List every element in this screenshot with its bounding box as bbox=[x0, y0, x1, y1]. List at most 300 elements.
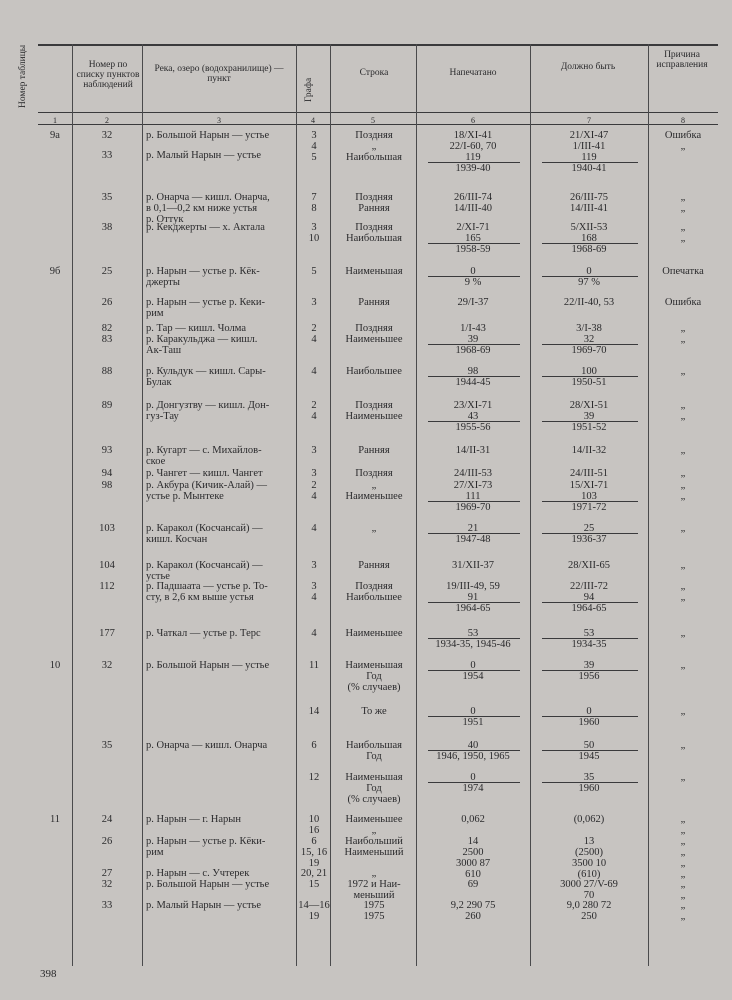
printed-cell: 9,2 290 75 bbox=[450, 900, 496, 911]
graph-cell: 2 bbox=[311, 400, 317, 411]
header-river: Река, озеро (водохранилище) — пункт bbox=[154, 64, 284, 84]
printed-cell: 3000 87 bbox=[455, 858, 491, 869]
column-number: 7 bbox=[587, 116, 591, 125]
river-point-cell: гуз-Тау bbox=[146, 411, 179, 422]
printed-cell: 2500 bbox=[462, 847, 484, 858]
row-cell: Наименьшее bbox=[345, 334, 403, 345]
river-point-cell: р. Акбура (Кичик-Алай) — bbox=[146, 480, 267, 491]
header-printed: Напечатано bbox=[449, 68, 497, 78]
should-be-cell: 9,0 280 72 bbox=[566, 900, 612, 911]
should-be-cell: 35 bbox=[583, 772, 595, 783]
column-number: 5 bbox=[371, 116, 375, 125]
table-number-cell: 10 bbox=[49, 660, 61, 671]
row-cell: Наименьшее bbox=[345, 628, 403, 639]
header-should-be: Должно быть bbox=[560, 62, 616, 72]
list-number-cell: 35 bbox=[101, 740, 113, 751]
list-number-cell: 177 bbox=[99, 628, 115, 639]
graph-cell: 2 bbox=[311, 480, 317, 491]
column-number: 3 bbox=[217, 116, 221, 125]
river-point-cell: кишл. Косчан bbox=[146, 534, 208, 545]
reason-cell: „ bbox=[680, 203, 686, 214]
table-number-cell: 9а bbox=[50, 130, 60, 141]
should-be-cell: 13 bbox=[583, 836, 595, 847]
reason-cell: „ bbox=[680, 323, 686, 334]
list-number-cell: 33 bbox=[101, 150, 113, 161]
river-point-cell: Ак-Таш bbox=[146, 345, 182, 356]
reason-cell: „ bbox=[680, 836, 686, 847]
printed-cell: 0 bbox=[470, 660, 476, 671]
printed-cell: 1947-48 bbox=[455, 534, 491, 545]
row-cell: Наибольшее bbox=[346, 366, 402, 377]
should-be-cell: 1945 bbox=[578, 751, 600, 762]
printed-cell: 1974 bbox=[462, 783, 484, 794]
reason-cell: „ bbox=[680, 847, 686, 858]
table-top-rule bbox=[38, 44, 718, 46]
reason-cell: „ bbox=[680, 560, 686, 571]
row-cell: 1975 bbox=[363, 911, 385, 922]
value-underline bbox=[542, 243, 638, 244]
river-point-cell: сту, в 2,6 км выше устья bbox=[146, 592, 254, 603]
header-list-number: Номер по списку пунктов наблюдений bbox=[76, 60, 140, 90]
printed-cell: 24/III-53 bbox=[454, 468, 492, 479]
reason-cell: „ bbox=[680, 911, 686, 922]
row-cell: Поздняя bbox=[355, 130, 393, 141]
row-cell: меньший bbox=[353, 890, 395, 901]
value-underline bbox=[542, 782, 638, 783]
value-underline bbox=[428, 376, 520, 377]
river-point-cell: р. Нарын — г. Нарын bbox=[146, 814, 241, 825]
graph-cell: 5 bbox=[311, 152, 317, 163]
printed-cell: 1968-69 bbox=[455, 345, 491, 356]
reason-cell: „ bbox=[680, 825, 686, 836]
printed-cell: 53 bbox=[467, 628, 479, 639]
list-number-cell: 82 bbox=[101, 323, 113, 334]
should-be-cell: 26/III-75 bbox=[570, 192, 608, 203]
river-point-cell: р. Кульдук — кишл. Сары- bbox=[146, 366, 266, 377]
should-be-cell: 1950-51 bbox=[571, 377, 607, 388]
reason-cell: „ bbox=[680, 222, 686, 233]
row-cell: Наименьшая bbox=[345, 772, 403, 783]
river-point-cell: р. Каракол (Косчансай) — bbox=[146, 523, 263, 534]
should-be-cell: 24/III-51 bbox=[570, 468, 608, 479]
reason-cell: „ bbox=[680, 869, 686, 880]
river-point-cell: р. Кекджерты — х. Актала bbox=[146, 222, 265, 233]
header-row-line: Строка bbox=[359, 68, 389, 78]
value-underline bbox=[428, 533, 520, 534]
reason-cell: „ bbox=[680, 480, 686, 491]
list-number-cell: 103 bbox=[99, 523, 115, 534]
river-point-cell: Булак bbox=[146, 377, 172, 388]
graph-cell: 11 bbox=[308, 660, 320, 671]
value-underline bbox=[542, 376, 638, 377]
header-bottom-rule bbox=[38, 112, 718, 113]
river-point-cell: р. Большой Нарын — устье bbox=[146, 660, 270, 671]
reason-cell: „ bbox=[680, 141, 686, 152]
printed-cell: 260 bbox=[465, 911, 481, 922]
list-number-cell: 93 bbox=[101, 445, 113, 456]
value-underline bbox=[542, 638, 638, 639]
row-cell: Наименьшее bbox=[345, 491, 403, 502]
row-cell: Поздняя bbox=[355, 468, 393, 479]
reason-cell: „ bbox=[680, 581, 686, 592]
graph-cell: 15 bbox=[308, 879, 320, 890]
row-cell: „ bbox=[371, 141, 377, 152]
should-be-cell: 1971-72 bbox=[571, 502, 607, 513]
row-cell: „ bbox=[371, 480, 377, 491]
graph-cell: 3 bbox=[311, 468, 317, 479]
value-underline bbox=[542, 344, 638, 345]
river-point-cell: устье р. Мынтеке bbox=[146, 491, 224, 502]
list-number-cell: 25 bbox=[101, 266, 113, 277]
value-underline bbox=[428, 602, 520, 603]
should-be-cell: 22/III-72 bbox=[570, 581, 608, 592]
should-be-cell: (610) bbox=[577, 869, 601, 880]
list-number-cell: 112 bbox=[99, 581, 115, 592]
graph-cell: 14—16 bbox=[298, 900, 330, 911]
list-number-cell: 35 bbox=[101, 192, 113, 203]
printed-cell: 1946, 1950, 1965 bbox=[436, 751, 510, 762]
value-underline bbox=[542, 421, 638, 422]
river-point-cell: р. Падшаата — устье р. То- bbox=[146, 581, 268, 592]
graph-cell: 6 bbox=[311, 740, 317, 751]
column-divider bbox=[416, 44, 417, 966]
river-point-cell: р. Чангет — кишл. Чангет bbox=[146, 468, 263, 479]
reason-cell: „ bbox=[680, 400, 686, 411]
value-underline bbox=[428, 782, 520, 783]
graph-cell: 8 bbox=[311, 203, 317, 214]
row-cell: Ранняя bbox=[358, 297, 390, 308]
reason-cell: „ bbox=[680, 468, 686, 479]
should-be-cell: 100 bbox=[581, 366, 597, 377]
reason-cell: „ bbox=[680, 740, 686, 751]
printed-cell: 69 bbox=[467, 879, 479, 890]
value-underline bbox=[542, 501, 638, 502]
reason-cell: „ bbox=[680, 411, 686, 422]
graph-cell: 19 bbox=[308, 858, 320, 869]
printed-cell: 14/II-31 bbox=[455, 445, 491, 456]
river-point-cell: рим bbox=[146, 847, 164, 858]
column-divider bbox=[296, 44, 297, 966]
river-point-cell: р. Онарча — кишл. Онарча, bbox=[146, 192, 270, 203]
should-be-cell: 14/II-32 bbox=[571, 445, 607, 456]
should-be-cell: 28/XI-51 bbox=[569, 400, 609, 411]
reason-cell: „ bbox=[680, 900, 686, 911]
reason-cell: „ bbox=[680, 334, 686, 345]
reason-cell: „ bbox=[680, 660, 686, 671]
value-underline bbox=[428, 162, 520, 163]
list-number-cell: 26 bbox=[101, 836, 113, 847]
should-be-cell: 119 bbox=[581, 152, 597, 163]
column-number: 1 bbox=[53, 116, 57, 125]
list-number-cell: 32 bbox=[101, 879, 113, 890]
list-number-cell: 104 bbox=[99, 560, 115, 571]
reason-cell: „ bbox=[680, 445, 686, 456]
printed-cell: 1934-35, 1945-46 bbox=[435, 639, 511, 650]
graph-cell: 5 bbox=[311, 266, 317, 277]
should-be-cell: 1/III-41 bbox=[572, 141, 606, 152]
reason-cell: „ bbox=[680, 890, 686, 901]
printed-cell: 1944-45 bbox=[455, 377, 491, 388]
reason-cell: Ошибка bbox=[664, 130, 702, 141]
graph-cell: 19 bbox=[308, 911, 320, 922]
printed-cell: 31/XII-37 bbox=[452, 560, 494, 571]
printed-cell: 23/XI-71 bbox=[453, 400, 493, 411]
should-be-cell: 53 bbox=[583, 628, 595, 639]
river-point-cell: р. Онарча — кишл. Онарча bbox=[146, 740, 268, 751]
row-cell: Поздняя bbox=[355, 581, 393, 592]
printed-cell: 165 bbox=[465, 233, 481, 244]
river-point-cell: ское bbox=[146, 456, 166, 467]
header-column-graph: Графа bbox=[304, 77, 314, 102]
should-be-cell: 50 bbox=[583, 740, 595, 751]
should-be-cell: 97 % bbox=[578, 277, 600, 288]
value-underline bbox=[428, 638, 520, 639]
river-point-cell: р. Нарын — с. Учтерек bbox=[146, 868, 250, 879]
value-underline bbox=[542, 670, 638, 671]
row-cell: Год bbox=[366, 671, 382, 682]
list-number-cell: 32 bbox=[101, 130, 113, 141]
graph-cell: 3 bbox=[311, 560, 317, 571]
should-be-cell: 1951-52 bbox=[571, 422, 607, 433]
row-cell: Ранняя bbox=[358, 203, 390, 214]
should-be-cell: 1964-65 bbox=[571, 603, 607, 614]
should-be-cell: 1969-70 bbox=[571, 345, 607, 356]
list-number-cell: 89 bbox=[101, 400, 113, 411]
row-cell: „ bbox=[371, 523, 377, 534]
river-point-cell: джерты bbox=[146, 277, 180, 288]
column-divider bbox=[648, 44, 649, 966]
graph-cell: 3 bbox=[311, 297, 317, 308]
graph-cell: 4 bbox=[311, 592, 317, 603]
value-underline bbox=[428, 716, 520, 717]
printed-cell: 22/I-60, 70 bbox=[449, 141, 497, 152]
graph-cell: 20, 21 bbox=[300, 868, 328, 879]
printed-cell: 14/III-40 bbox=[454, 203, 492, 214]
reason-cell: „ bbox=[680, 879, 686, 890]
printed-cell: 610 bbox=[465, 869, 481, 880]
should-be-cell: 3/I-38 bbox=[576, 323, 602, 334]
printed-cell: 119 bbox=[465, 152, 481, 163]
graph-cell: 16 bbox=[308, 825, 320, 836]
graph-cell: 4 bbox=[311, 523, 317, 534]
river-point-cell: р. Большой Нарын — устье bbox=[146, 879, 270, 890]
graph-cell: 10 bbox=[308, 814, 320, 825]
graph-cell: 2 bbox=[311, 323, 317, 334]
row-cell: Наименьшая bbox=[345, 660, 403, 671]
graph-cell: 4 bbox=[311, 491, 317, 502]
value-underline bbox=[542, 716, 638, 717]
value-underline bbox=[542, 276, 638, 277]
row-cell: 1972 и Наи- bbox=[347, 879, 401, 890]
printed-cell: 40 bbox=[467, 740, 479, 751]
row-cell: Наибольшая bbox=[346, 233, 402, 244]
printed-cell: 91 bbox=[467, 592, 479, 603]
row-cell: Наибольшая bbox=[346, 740, 402, 751]
printed-cell: 1955-56 bbox=[455, 422, 491, 433]
reason-cell: „ bbox=[680, 366, 686, 377]
graph-cell: 6 bbox=[311, 836, 317, 847]
should-be-cell: 1968-69 bbox=[571, 244, 607, 255]
printed-cell: 29/I-37 bbox=[457, 297, 489, 308]
graph-cell: 4 bbox=[311, 628, 317, 639]
graph-cell: 7 bbox=[311, 192, 317, 203]
graph-cell: 4 bbox=[311, 334, 317, 345]
river-point-cell: устье bbox=[146, 571, 170, 582]
graph-cell: 14 bbox=[308, 706, 320, 717]
graph-cell: 4 bbox=[311, 141, 317, 152]
row-cell: Наименьший bbox=[344, 847, 404, 858]
printed-cell: 43 bbox=[467, 411, 479, 422]
value-underline bbox=[428, 276, 520, 277]
should-be-cell: 1960 bbox=[578, 783, 600, 794]
reason-cell: „ bbox=[680, 233, 686, 244]
printed-cell: 98 bbox=[467, 366, 479, 377]
reason-cell: „ bbox=[680, 592, 686, 603]
should-be-cell: 1940-41 bbox=[571, 163, 607, 174]
should-be-cell: 1936-37 bbox=[571, 534, 607, 545]
row-cell: Наименьшая bbox=[345, 266, 403, 277]
should-be-cell: 32 bbox=[583, 334, 595, 345]
list-number-cell: 33 bbox=[101, 900, 113, 911]
list-number-cell: 26 bbox=[101, 297, 113, 308]
row-cell: Наименьшее bbox=[345, 814, 403, 825]
header-table-number: Номер таблицы bbox=[18, 44, 28, 108]
list-number-cell: 38 bbox=[101, 222, 113, 233]
row-cell: „ bbox=[371, 825, 377, 836]
should-be-cell: 1956 bbox=[578, 671, 600, 682]
reason-cell: „ bbox=[680, 814, 686, 825]
should-be-cell: (2500) bbox=[575, 847, 603, 858]
table-number-cell: 9б bbox=[49, 266, 61, 277]
graph-cell: 3 bbox=[311, 130, 317, 141]
column-divider bbox=[72, 44, 73, 966]
value-underline bbox=[428, 750, 520, 751]
row-cell: 1975 bbox=[363, 900, 385, 911]
printed-cell: 1939-40 bbox=[455, 163, 491, 174]
value-underline bbox=[542, 162, 638, 163]
printed-cell: 18/XI-41 bbox=[453, 130, 493, 141]
river-point-cell: р. Тар — кишл. Чолма bbox=[146, 323, 247, 334]
should-be-cell: 103 bbox=[581, 491, 597, 502]
printed-cell: 0 bbox=[470, 772, 476, 783]
row-cell: Наибольший bbox=[345, 836, 403, 847]
should-be-cell: 1934-35 bbox=[571, 639, 607, 650]
list-number-cell: 83 bbox=[101, 334, 113, 345]
printed-cell: 1/I-43 bbox=[460, 323, 486, 334]
page-number: 398 bbox=[40, 968, 57, 980]
printed-cell: 1954 bbox=[462, 671, 484, 682]
row-cell: Наибольшая bbox=[346, 152, 402, 163]
column-number: 4 bbox=[311, 116, 315, 125]
printed-cell: 1958-59 bbox=[455, 244, 491, 255]
printed-cell: 0,062 bbox=[461, 814, 485, 825]
row-cell: „ bbox=[371, 868, 377, 879]
printed-cell: 1951 bbox=[462, 717, 484, 728]
column-number: 2 bbox=[105, 116, 109, 125]
river-point-cell: р. Нарын — устье р. Кёки- bbox=[146, 836, 266, 847]
printed-cell: 19/III-49, 59 bbox=[446, 581, 500, 592]
should-be-cell: 0 bbox=[586, 266, 592, 277]
row-cell: Наибольшее bbox=[346, 592, 402, 603]
reason-cell: „ bbox=[680, 858, 686, 869]
value-underline bbox=[428, 243, 520, 244]
value-underline bbox=[428, 344, 520, 345]
value-underline bbox=[428, 670, 520, 671]
river-point-cell: р. Каракол (Косчансай) — bbox=[146, 560, 263, 571]
printed-cell: 0 bbox=[470, 266, 476, 277]
should-be-cell: 1960 bbox=[578, 717, 600, 728]
graph-cell: 15, 16 bbox=[300, 847, 328, 858]
header-reason: Причина исправления bbox=[656, 50, 708, 70]
river-point-cell: р. Донгузтву — кишл. Дон- bbox=[146, 400, 270, 411]
river-point-cell: рим bbox=[146, 308, 164, 319]
printed-cell: 39 bbox=[467, 334, 479, 345]
should-be-cell: 15/XI-71 bbox=[569, 480, 609, 491]
value-underline bbox=[428, 421, 520, 422]
should-be-cell: 3500 10 bbox=[571, 858, 607, 869]
river-point-cell: р. Чаткал — устье р. Терс bbox=[146, 628, 261, 639]
should-be-cell: 0 bbox=[586, 706, 592, 717]
list-number-cell: 94 bbox=[101, 468, 113, 479]
printed-cell: 1969-70 bbox=[455, 502, 491, 513]
printed-cell: 21 bbox=[467, 523, 479, 534]
should-be-cell: 39 bbox=[583, 411, 595, 422]
river-point-cell: р. Нарын — устье р. Кеки- bbox=[146, 297, 265, 308]
reason-cell: „ bbox=[680, 192, 686, 203]
printed-cell: 0 bbox=[470, 706, 476, 717]
value-underline bbox=[542, 602, 638, 603]
printed-cell: 9 % bbox=[464, 277, 482, 288]
should-be-cell: (0,062) bbox=[573, 814, 605, 825]
should-be-cell: 21/XI-47 bbox=[569, 130, 609, 141]
list-number-cell: 27 bbox=[101, 868, 113, 879]
column-divider bbox=[330, 44, 331, 966]
printed-cell: 111 bbox=[465, 491, 481, 502]
reason-cell: Опечатка bbox=[662, 266, 704, 277]
reason-cell: „ bbox=[680, 628, 686, 639]
graph-cell: 3 bbox=[311, 581, 317, 592]
graph-cell: 4 bbox=[311, 411, 317, 422]
row-cell: Ранняя bbox=[358, 560, 390, 571]
river-point-cell: р. Большой Нарын — устье bbox=[146, 130, 270, 141]
row-cell: Поздняя bbox=[355, 323, 393, 334]
printed-cell: 2/XI-71 bbox=[456, 222, 490, 233]
should-be-cell: 28/XII-65 bbox=[568, 560, 610, 571]
river-point-cell: р. Малый Нарын — устье bbox=[146, 900, 261, 911]
graph-cell: 12 bbox=[308, 772, 320, 783]
should-be-cell: 14/III-41 bbox=[570, 203, 608, 214]
reason-cell: „ bbox=[680, 772, 686, 783]
row-cell: Ранняя bbox=[358, 445, 390, 456]
should-be-cell: 168 bbox=[581, 233, 597, 244]
printed-cell: 26/III-74 bbox=[454, 192, 492, 203]
printed-cell: 1964-65 bbox=[455, 603, 491, 614]
river-point-cell: р. Нарын — устье р. Кёк- bbox=[146, 266, 260, 277]
should-be-cell: 25 bbox=[583, 523, 595, 534]
row-cell: (% случаев) bbox=[347, 682, 401, 693]
graph-cell: 3 bbox=[311, 222, 317, 233]
river-point-cell: в 0,1—0,2 км ниже устья bbox=[146, 203, 258, 214]
river-point-cell: р. Оттук bbox=[146, 214, 184, 225]
row-cell: Год bbox=[366, 783, 382, 794]
value-underline bbox=[428, 501, 520, 502]
table-number-cell: 11 bbox=[49, 814, 61, 825]
should-be-cell: 250 bbox=[581, 911, 597, 922]
column-number: 6 bbox=[471, 116, 475, 125]
river-point-cell: р. Малый Нарын — устье bbox=[146, 150, 261, 161]
should-be-cell: 3000 27/V-69 bbox=[560, 879, 618, 890]
value-underline bbox=[542, 750, 638, 751]
